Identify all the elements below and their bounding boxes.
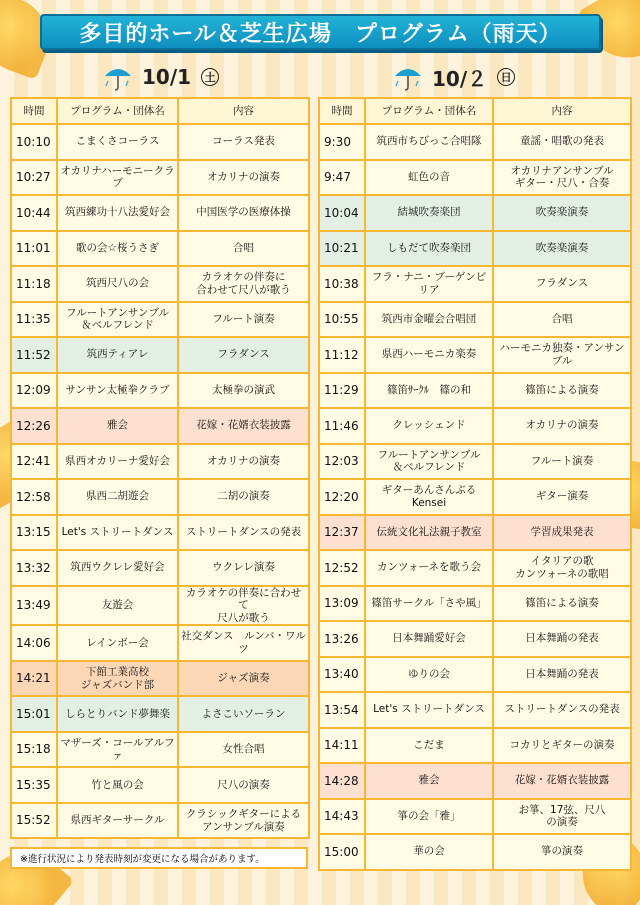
program-cell: フラ・ナニ・ブーゲンビリア [365,266,493,302]
time-cell: 11:52 [11,337,57,373]
program-cell: 筑西ウクレレ愛好会 [57,550,178,586]
table-row [319,515,631,551]
table-row [11,479,309,515]
time-cell: 15:01 [11,696,57,732]
program-cell: 日本舞踊愛好会 [365,621,493,657]
table-row [319,195,631,231]
content-cell: 日本舞踊の発表 [493,621,631,657]
program-cell: こだま [365,728,493,764]
time-cell: 12:52 [319,550,365,586]
content-cell: オカリナアンサンブル ギター・尺八・合奏 [493,160,631,196]
program-cell: 県西二胡遊会 [57,479,178,515]
time-header: 時間 [319,98,365,124]
content-cell: 中国医学の医療体操 [178,195,309,231]
table-row [11,195,309,231]
time-cell: 11:46 [319,408,365,444]
table-row [11,373,309,409]
program-cell: 篠笛ｻｰｸﾙ 篠の和 [365,373,493,409]
program-cell: Let's ストリートダンス [57,515,178,551]
time-cell: 12:03 [319,444,365,480]
table-row [11,661,309,697]
content-cell: 二胡の演奏 [178,479,309,515]
time-cell: 12:26 [11,408,57,444]
program-cell: マザーズ・コールアルファ [57,732,178,768]
time-cell: 12:20 [319,479,365,515]
program-cell: 虹色の音 [365,160,493,196]
table-row [319,728,631,764]
table-row [11,625,309,661]
program-cell: 華の会 [365,834,493,870]
content-cell: 篠笛による演奏 [493,373,631,409]
content-cell: カラオケの伴奏に 合わせて尺八が歌う [178,266,309,302]
table-row [11,767,309,803]
table-row [319,692,631,728]
program-cell: 伝統文化礼法親子教室 [365,515,493,551]
content-cell: フルート演奏 [493,444,631,480]
day1-weekday: 土 [201,68,219,86]
time-cell: 10:04 [319,195,365,231]
day2-program-table [318,97,632,871]
table-row [319,266,631,302]
day2-date: 10/２ [432,66,488,91]
program-cell: 筑西尺八の会 [57,266,178,302]
program-cell: フルートアンサンブル ＆ベルフレンド [365,444,493,480]
content-cell: お箏、17弦、尺八 の演奏 [493,799,631,835]
content-cell: ウクレレ演奏 [178,550,309,586]
program-cell: 竹と風の会 [57,767,178,803]
table-row [319,550,631,586]
umbrella-rain-icon [392,61,424,93]
program-cell: 筑西市ちびっこ合唱隊 [365,124,493,160]
table-row [11,696,309,732]
content-cell: ハーモニカ独奏・アンサンブル [493,337,631,373]
program-cell: 筑西練功十八法愛好会 [57,195,178,231]
program-cell: 友遊会 [57,586,178,626]
program-cell: Let's ストリートダンス [365,692,493,728]
time-cell: 13:09 [319,586,365,622]
day1-program-table [10,97,310,839]
program-cell: 雅会 [57,408,178,444]
content-cell: 女性合唱 [178,732,309,768]
program-cell: 筑西ティアレ [57,337,178,373]
program-cell: 県西オカリーナ愛好会 [57,444,178,480]
table-row [11,586,309,626]
content-cell: ストリートダンスの発表 [493,692,631,728]
table-row [319,479,631,515]
program-cell: ゆりの会 [365,657,493,693]
table-row [319,657,631,693]
time-cell: 11:18 [11,266,57,302]
table-row [319,373,631,409]
content-cell: コーラス発表 [178,124,309,160]
content-cell: ストリートダンスの発表 [178,515,309,551]
time-cell: 14:21 [11,661,57,697]
content-cell: ギター演奏 [493,479,631,515]
time-cell: 11:12 [319,337,365,373]
time-cell: 10:44 [11,195,57,231]
content-cell: 花嫁・花婿衣装披露 [178,408,309,444]
content-cell: 日本舞踊の発表 [493,657,631,693]
time-cell: 13:54 [319,692,365,728]
time-cell: 14:11 [319,728,365,764]
content-cell: 太極拳の演武 [178,373,309,409]
table-row [319,302,631,338]
content-cell: クラシックギターによる アンサンブル演奏 [178,803,309,839]
table-row [319,337,631,373]
table-row [11,337,309,373]
table-row [319,444,631,480]
program-cell: 県西ハーモニカ楽奏 [365,337,493,373]
table-row [319,124,631,160]
content-header: 内容 [178,98,309,124]
time-cell: 13:26 [319,621,365,657]
content-cell: フラダンス [178,337,309,373]
table-row [11,803,309,839]
program-cell: カンツォーネを歌う会 [365,550,493,586]
content-header: 内容 [493,98,631,124]
program-cell: サンサン太極拳クラブ [57,373,178,409]
content-cell: 花嫁・花婿衣装披露 [493,763,631,799]
content-cell: オカリナの演奏 [178,444,309,480]
table-row [11,302,309,338]
time-cell: 15:00 [319,834,365,870]
table-row [11,515,309,551]
table-row [11,732,309,768]
table-row [11,160,309,196]
program-cell: 篠笛サークル「さや風」 [365,586,493,622]
table-row [319,799,631,835]
day1-date: 10/1 [142,65,192,89]
time-cell: 12:58 [11,479,57,515]
table-row [11,231,309,267]
time-cell: 12:09 [11,373,57,409]
table-row [11,124,309,160]
time-cell: 14:28 [319,763,365,799]
content-cell: ジャズ演奏 [178,661,309,697]
time-cell: 10:10 [11,124,57,160]
program-cell: 下館工業高校 ジャズバンド部 [57,661,178,697]
program-header: プログラム・団体名 [57,98,178,124]
table-row [319,834,631,870]
content-cell: 箏の演奏 [493,834,631,870]
time-cell: 9:47 [319,160,365,196]
content-cell: フラダンス [493,266,631,302]
time-cell: 12:41 [11,444,57,480]
program-header: プログラム・団体名 [365,98,493,124]
content-cell: 童謡・唱歌の発表 [493,124,631,160]
time-cell: 14:06 [11,625,57,661]
time-cell: 9:30 [319,124,365,160]
table-row [319,621,631,657]
content-cell: 合唱 [178,231,309,267]
time-cell: 13:32 [11,550,57,586]
time-cell: 15:35 [11,767,57,803]
time-cell: 10:55 [319,302,365,338]
content-cell: コカリとギターの演奏 [493,728,631,764]
content-cell: 尺八の演奏 [178,767,309,803]
content-cell: 学習成果発表 [493,515,631,551]
program-cell: 箏の会「雅」 [365,799,493,835]
time-cell: 11:35 [11,302,57,338]
time-cell: 14:43 [319,799,365,835]
time-cell: 15:18 [11,732,57,768]
day1-header [102,60,219,94]
program-cell: レインボー会 [57,625,178,661]
time-cell: 10:27 [11,160,57,196]
day2-weekday: 日 [497,68,515,86]
program-cell: 雅会 [365,763,493,799]
time-header: 時間 [11,98,57,124]
program-cell: 結城吹奏楽団 [365,195,493,231]
program-cell: しもだて吹奏楽団 [365,231,493,267]
table-row [319,763,631,799]
table-row [11,266,309,302]
time-cell: 13:40 [319,657,365,693]
content-cell: 合唱 [493,302,631,338]
table-row [319,160,631,196]
content-cell: オカリナの演奏 [178,160,309,196]
time-cell: 10:21 [319,231,365,267]
schedule-change-note: ※進行状況により発表時刻が変更になる場合があります。 [10,847,308,869]
time-cell: 13:15 [11,515,57,551]
table-row [11,550,309,586]
content-cell: よさこいソーラン [178,696,309,732]
umbrella-rain-icon [102,61,134,93]
content-cell: カラオケの伴奏に合わせて 尺八が歌う [178,586,309,626]
day2-header [392,60,515,94]
table-row [319,586,631,622]
table-row [11,444,309,480]
time-cell: 11:01 [11,231,57,267]
time-cell: 15:52 [11,803,57,839]
program-cell: フルートアンサンブル ＆ベルフレンド [57,302,178,338]
content-cell: オカリナの演奏 [493,408,631,444]
program-cell: こまくさコーラス [57,124,178,160]
content-cell: イタリアの歌 カンツォーネの歌唱 [493,550,631,586]
page-title: 多目的ホール＆芝生広場 プログラム（雨天） [40,14,601,50]
time-cell: 12:37 [319,515,365,551]
program-cell: 歌の会☆桜うさぎ [57,231,178,267]
time-cell: 13:49 [11,586,57,626]
content-cell: 社交ダンス ルンバ・ワルツ [178,625,309,661]
table-row [319,231,631,267]
program-cell: 筑西市金曜会合唱団 [365,302,493,338]
time-cell: 10:38 [319,266,365,302]
content-cell: フルート演奏 [178,302,309,338]
time-cell: 11:29 [319,373,365,409]
table-row [319,408,631,444]
content-cell: 吹奏楽演奏 [493,195,631,231]
program-cell: ギターあんさんぶる Kensei [365,479,493,515]
program-cell: しらとりバンド夢舞楽 [57,696,178,732]
program-cell: オカリナハーモニークラブ [57,160,178,196]
content-cell: 吹奏楽演奏 [493,231,631,267]
content-cell: 篠笛による演奏 [493,586,631,622]
program-cell: クレッシェンド [365,408,493,444]
table-row [11,408,309,444]
program-cell: 県西ギターサークル [57,803,178,839]
